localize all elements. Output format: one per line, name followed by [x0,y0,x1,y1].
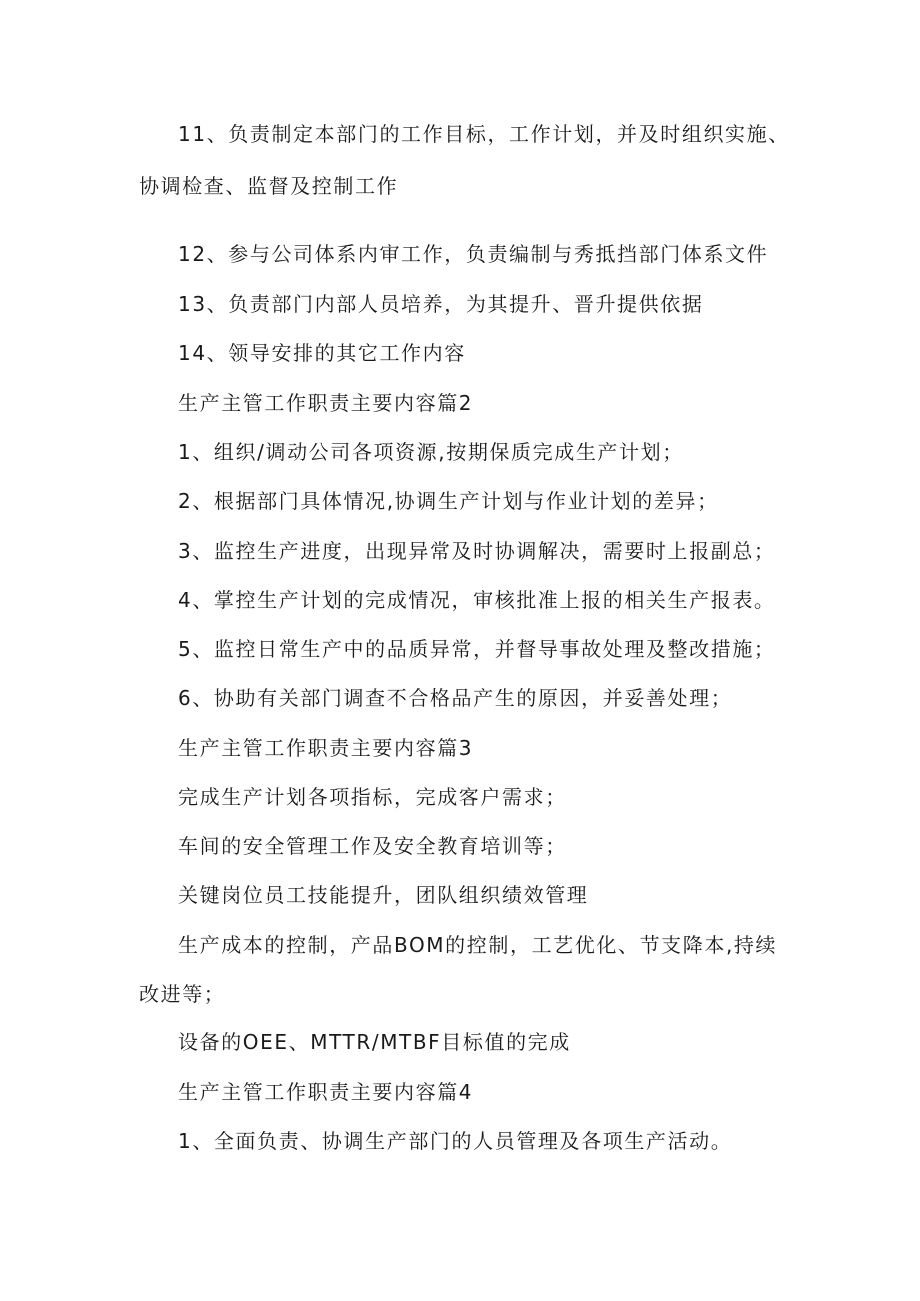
paragraph-item-5: 5、监控日常生产中的品质异常，并督导事故处理及整改措施； [178,637,776,661]
paragraph-item-1-section4: 1、全面负责、协调生产部门的人员管理及各项生产活动。 [178,1129,733,1153]
paragraph-item-3: 3、监控生产进度，出现异常及时协调解决，需要时上报副总； [178,539,776,563]
paragraph-item-14: 14、领导安排的其它工作内容 [178,341,466,365]
paragraph-item-13: 13、负责部门内部人员培养，为其提升、晋升提供依据 [178,292,704,316]
section-heading-2: 生产主管工作职责主要内容篇2 [178,391,474,415]
paragraph-skill-improvement: 关键岗位员工技能提升，团队组织绩效管理 [178,883,589,907]
paragraph-cost-control-line1: 生产成本的控制，产品BOM的控制，工艺优化、节支降本,持续 [178,933,778,957]
paragraph-equipment-oee: 设备的OEE、MTTR/MTBF目标值的完成 [178,1030,571,1054]
paragraph-production-targets: 完成生产计划各项指标，完成客户需求； [178,785,567,809]
paragraph-item-2: 2、根据部门具体情况,协调生产计划与作业计划的差异； [178,489,719,513]
paragraph-item-6: 6、协助有关部门调查不合格品产生的原因，并妥善处理； [178,686,733,710]
paragraph-safety-management: 车间的安全管理工作及安全教育培训等； [178,834,567,858]
paragraph-item-12: 12、参与公司体系内审工作，负责编制与秀抵挡部门体系文件 [178,242,769,266]
section-heading-4: 生产主管工作职责主要内容篇4 [178,1080,474,1104]
paragraph-cost-control-line2: 改进等； [139,982,226,1006]
section-heading-3: 生产主管工作职责主要内容篇3 [178,736,474,760]
paragraph-item-4: 4、掌控生产计划的完成情况，审核批准上报的相关生产报表。 [178,588,776,612]
paragraph-item-11-line2: 协调检查、监督及控制工作 [139,174,399,198]
paragraph-item-1: 1、组织/调动公司各项资源,按期保质完成生产计划； [178,440,684,464]
paragraph-item-11-line1: 11、负责制定本部门的工作目标，工作计划，并及时组织实施、 [178,122,790,146]
